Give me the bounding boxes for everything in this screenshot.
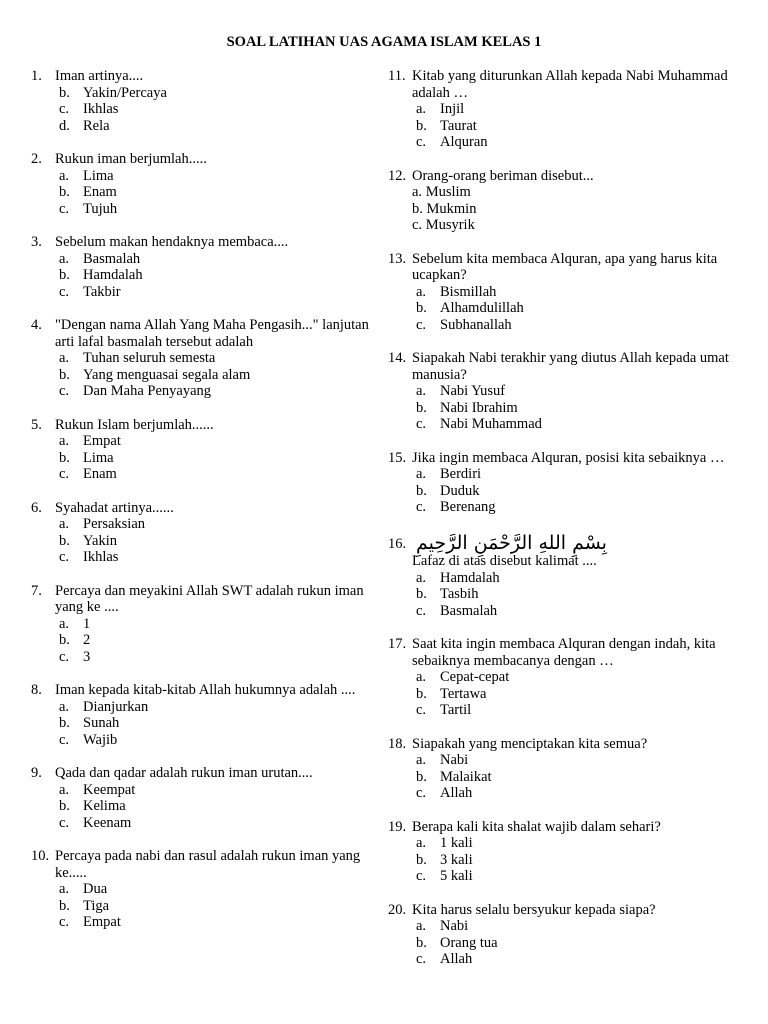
question-number: 9.: [31, 765, 42, 781]
question-5: [31, 417, 376, 483]
option: [55, 715, 376, 732]
question-number: 8.: [31, 682, 42, 698]
question-number: 4.: [31, 317, 42, 333]
option: [412, 951, 733, 968]
option: [55, 549, 376, 566]
option-letter: a.: [416, 669, 427, 685]
option-text: Taurat: [440, 117, 477, 134]
option-letter: c.: [59, 283, 70, 300]
question-number: 11.: [388, 68, 406, 84]
option-letter: b.: [59, 449, 70, 466]
option-letter: b.: [59, 366, 70, 383]
option: [55, 914, 376, 931]
question-number: 12.: [388, 167, 407, 184]
option-letter: c.: [416, 316, 427, 333]
option: [55, 85, 376, 102]
option-text: Mukmin: [426, 200, 477, 217]
option: [55, 168, 376, 185]
option-letter: a.: [59, 167, 70, 184]
option: [412, 570, 733, 587]
option: [55, 350, 376, 367]
option-text: Sunah: [83, 715, 120, 731]
question-20: [388, 902, 733, 968]
option-letter: c.: [416, 416, 427, 432]
question-text: Saat kita ingin membaca Alquran dengan indah, kita sebaiknya membacanya dengan …: [412, 636, 716, 669]
question-text: Rukun iman berjumlah.....: [55, 151, 207, 167]
option-text: Enam: [83, 466, 117, 482]
question-17: [388, 636, 733, 719]
option-list: [412, 383, 733, 433]
option-text: Duduk: [440, 482, 480, 499]
option: [55, 798, 376, 815]
option-letter: c.: [416, 702, 427, 718]
option-text: Empat: [83, 433, 121, 449]
option-text: Berenang: [440, 499, 496, 515]
question-10: [31, 848, 376, 931]
option-text: 1 kali: [440, 835, 473, 851]
option: [412, 201, 733, 218]
option-text: Cepat-cepat: [440, 669, 510, 685]
question-number: 16.: [388, 535, 407, 552]
option-list: [412, 835, 733, 885]
question-text: Percaya pada nabi dan rasul adalah rukun iman yang ke.....: [55, 848, 361, 881]
question-3: [31, 234, 376, 300]
option: [55, 184, 376, 201]
option-text: Berdiri: [440, 466, 482, 482]
option-letter: d.: [59, 117, 70, 134]
option-letter: b.: [59, 798, 70, 814]
question-text: Sebelum makan hendaknya membaca....: [55, 234, 289, 250]
option-text: Basmalah: [440, 602, 498, 619]
question-number: 3.: [31, 234, 42, 250]
option-text: Tartil: [440, 702, 472, 718]
option: [55, 782, 376, 799]
option-list: [412, 570, 733, 620]
option-list: [412, 184, 733, 234]
question-number: 20.: [388, 901, 407, 918]
option-text: Tuhan seluruh semesta: [83, 350, 216, 366]
question-2: [31, 151, 376, 217]
option-text: Hamdalah: [83, 267, 143, 283]
option-letter: c.: [59, 101, 70, 117]
option-letter: a.: [416, 918, 427, 934]
option: [412, 769, 733, 786]
option: [55, 533, 376, 550]
option-letter: c.: [416, 785, 427, 801]
option-text: 3 kali: [440, 851, 473, 868]
question-text: Jika ingin membaca Alquran, posisi kita sebaiknya …: [412, 449, 725, 466]
option-text: Nabi Ibrahim: [440, 399, 518, 416]
question-text: Kita harus selalu bersyukur kepada siapa?: [412, 901, 656, 918]
option-letter: a.: [59, 516, 70, 532]
option-list: [55, 350, 376, 400]
option-text: 3: [83, 648, 91, 665]
option-text: Nabi Muhammad: [440, 416, 542, 432]
option-letter: c.: [59, 648, 70, 665]
option: [412, 400, 733, 417]
option-list: [55, 699, 376, 749]
right-column: [388, 68, 733, 968]
option-letter: a.: [59, 350, 70, 366]
question-number: 15.: [388, 449, 407, 466]
option: [412, 118, 733, 135]
option-letter: a.: [59, 615, 70, 632]
question-text: Syahadat artinya......: [55, 499, 174, 516]
option-list: [412, 752, 733, 802]
option-text: Tasbih: [440, 586, 479, 602]
question-12: [388, 168, 733, 234]
option: [55, 699, 376, 716]
option-letter: c.: [59, 200, 70, 217]
option-list: [412, 466, 733, 516]
option-text: Keenam: [83, 814, 132, 831]
option-text: Empat: [83, 914, 121, 930]
option-text: Tertawa: [440, 685, 487, 702]
option-letter: c.: [59, 466, 70, 482]
option: [412, 300, 733, 317]
option-text: Allah: [440, 785, 473, 801]
question-1: [31, 68, 376, 134]
option: [412, 785, 733, 802]
question-text: Siapakah yang menciptakan kita semua?: [412, 735, 648, 752]
question-14: [388, 350, 733, 433]
option: [55, 284, 376, 301]
option-list: [55, 616, 376, 666]
question-number: 18.: [388, 735, 407, 752]
option: [412, 702, 733, 719]
option-letter: a.: [59, 250, 70, 267]
option-list: [55, 85, 376, 135]
option: [412, 416, 733, 433]
option: [412, 686, 733, 703]
option: [55, 267, 376, 284]
option-letter: a.: [59, 881, 70, 897]
option-letter: a.: [416, 101, 427, 117]
option-text: Ikhlas: [83, 549, 119, 565]
question-15: [388, 450, 733, 516]
option: [55, 616, 376, 633]
option-letter: b.: [416, 482, 427, 499]
option-letter: c.: [59, 731, 70, 748]
option-letter: a.: [412, 184, 423, 200]
option: [55, 201, 376, 218]
option-text: 1: [83, 615, 91, 632]
question-8: [31, 682, 376, 748]
option-letter: a.: [59, 698, 70, 715]
option-text: Bismillah: [440, 283, 497, 300]
option: [55, 815, 376, 832]
option-letter: a.: [416, 752, 427, 768]
option-text: Alquran: [440, 134, 488, 150]
option-text: Ikhlas: [83, 101, 119, 117]
question-number: 5.: [31, 416, 42, 433]
option: [55, 898, 376, 915]
question-text: Siapakah Nabi terakhir yang diutus Allah kepada umat manusia?: [412, 350, 729, 383]
option-letter: b.: [416, 117, 427, 134]
option-text: Dan Maha Penyayang: [83, 383, 212, 399]
option-letter: b.: [416, 586, 427, 602]
option-letter: a.: [416, 466, 427, 482]
option-text: Hamdalah: [440, 569, 500, 586]
option-text: Yakin: [83, 532, 117, 549]
question-18: [388, 736, 733, 802]
option: [412, 217, 733, 234]
option-list: [55, 782, 376, 832]
option-letter: c.: [59, 383, 70, 399]
question-text: Kitab yang diturunkan Allah kepada Nabi Muhammad adalah …: [412, 68, 728, 101]
option-list: [55, 168, 376, 218]
question-number: 7.: [31, 582, 42, 599]
option-list: [55, 516, 376, 566]
option-list: [55, 433, 376, 483]
question-7: [31, 583, 376, 666]
option-letter: c.: [412, 217, 423, 233]
option: [55, 251, 376, 268]
option-text: Allah: [440, 951, 473, 967]
option: [412, 134, 733, 151]
option: [412, 603, 733, 620]
option-text: Injil: [440, 101, 465, 117]
option-text: Orang tua: [440, 934, 498, 951]
option: [55, 732, 376, 749]
option: [412, 499, 733, 516]
option: [412, 284, 733, 301]
question-text: "Dengan nama Allah Yang Maha Pengasih..." lanjutan arti lafal basmalah tersebut adalah: [55, 317, 369, 350]
option: [55, 881, 376, 898]
page-title: SOAL LATIHAN UAS AGAMA ISLAM KELAS 1: [226, 34, 542, 50]
option-list: [55, 251, 376, 301]
option-letter: b.: [59, 184, 70, 200]
question-text: Berapa kali kita shalat wajib dalam sehari?: [412, 818, 661, 835]
option-letter: a.: [416, 283, 427, 300]
left-column: [31, 68, 376, 931]
option-text: Takbir: [83, 283, 121, 300]
option-list: [412, 101, 733, 151]
option-letter: b.: [416, 768, 427, 785]
option-letter: b.: [416, 685, 427, 702]
question-6: [31, 500, 376, 566]
option: [55, 118, 376, 135]
question-9: [31, 765, 376, 831]
option-letter: b.: [59, 715, 70, 731]
question-number: 10.: [31, 848, 50, 864]
question-16: [388, 533, 733, 620]
option-text: Lima: [83, 167, 114, 184]
option: [412, 918, 733, 935]
question-13: [388, 251, 733, 334]
option-text: 5 kali: [440, 868, 473, 884]
option-letter: a.: [416, 835, 427, 851]
option-text: Muslim: [425, 184, 471, 200]
option: [55, 649, 376, 666]
question-text: Iman artinya....: [55, 68, 144, 84]
basmalah-arabic-text: بِسْمِ اللهِ الرَّحْمَنِ الرَّحِيمِ: [416, 531, 607, 554]
question-text: Percaya dan meyakini Allah SWT adalah rukun iman yang ke ....: [55, 582, 364, 615]
option-letter: c.: [59, 914, 70, 930]
option-text: Dua: [83, 881, 108, 897]
option: [55, 367, 376, 384]
option-letter: b.: [416, 300, 427, 316]
option: [412, 317, 733, 334]
option-letter: a.: [59, 781, 70, 798]
question-text: Rukun Islam berjumlah......: [55, 416, 214, 433]
option-letter: b.: [59, 632, 70, 648]
option-text: Nabi Yusuf: [440, 383, 506, 399]
question-text: Qada dan qadar adalah rukun iman urutan....: [55, 765, 313, 781]
option-text: 2: [83, 632, 91, 648]
option-letter: b.: [59, 267, 70, 283]
option-text: Enam: [83, 184, 117, 200]
question-number: 2.: [31, 151, 42, 167]
option-letter: b.: [416, 934, 427, 951]
question-number: 13.: [388, 250, 407, 267]
option-text: Musyrik: [425, 217, 475, 233]
option: [412, 101, 733, 118]
option: [412, 935, 733, 952]
option: [412, 483, 733, 500]
option: [55, 466, 376, 483]
option-letter: b.: [416, 851, 427, 868]
question-19: [388, 819, 733, 885]
option-text: Malaikat: [440, 768, 492, 785]
option-letter: c.: [416, 951, 427, 967]
option-text: Yang menguasai segala alam: [83, 366, 251, 383]
option-letter: b.: [59, 532, 70, 549]
question-text: Sebelum kita membaca Alquran, apa yang harus kita ucapkan?: [412, 250, 718, 283]
question-text: Orang-orang beriman disebut...: [412, 167, 594, 184]
option: [412, 868, 733, 885]
option-letter: c.: [59, 814, 70, 831]
option-text: Basmalah: [83, 250, 141, 267]
option: [412, 586, 733, 603]
option-text: Kelima: [83, 798, 126, 814]
option-text: Dianjurkan: [83, 698, 149, 715]
option-text: Rela: [83, 117, 110, 134]
option-letter: b.: [59, 84, 70, 101]
option: [412, 835, 733, 852]
option: [412, 852, 733, 869]
option-text: Subhanallah: [440, 316, 512, 333]
option-text: Tiga: [83, 897, 110, 914]
option: [55, 383, 376, 400]
option-list: [412, 669, 733, 719]
option-text: Tujuh: [83, 200, 118, 217]
option-text: Wajib: [83, 731, 118, 748]
option-letter: c.: [416, 868, 427, 884]
option-text: Yakin/Percaya: [83, 84, 167, 101]
option-letter: c.: [416, 134, 427, 150]
option-text: Alhamdulillah: [440, 300, 524, 316]
option-letter: b.: [412, 200, 423, 217]
option-letter: a.: [59, 433, 70, 449]
option: [412, 184, 733, 201]
option-letter: c.: [59, 549, 70, 565]
question-text: Iman kepada kitab-kitab Allah hukumnya adalah ....: [55, 682, 356, 698]
option: [55, 632, 376, 649]
option: [55, 101, 376, 118]
option-text: Nabi: [440, 918, 469, 934]
question-number: 17.: [388, 636, 407, 652]
option-letter: c.: [416, 602, 427, 619]
option: [412, 669, 733, 686]
option-text: Persaksian: [83, 516, 146, 532]
question-4: [31, 317, 376, 400]
option-text: Lima: [83, 449, 114, 466]
option-list: [412, 918, 733, 968]
option-letter: b.: [59, 897, 70, 914]
option: [55, 433, 376, 450]
option-text: Keempat: [83, 781, 136, 798]
question-11: [388, 68, 733, 151]
option-list: [412, 284, 733, 334]
option: [412, 752, 733, 769]
question-number: 1.: [31, 68, 42, 84]
option-letter: a.: [416, 383, 427, 399]
question-number: 14.: [388, 350, 407, 366]
option-list: [55, 881, 376, 931]
option: [412, 383, 733, 400]
question-text: Lafaz di atas disebut kalimat ....: [412, 553, 597, 569]
option: [55, 516, 376, 533]
option-text: Nabi: [440, 752, 469, 768]
option: [412, 466, 733, 483]
question-number: 6.: [31, 499, 42, 516]
option-letter: c.: [416, 499, 427, 515]
option-letter: b.: [416, 399, 427, 416]
option-letter: a.: [416, 569, 427, 586]
option: [55, 450, 376, 467]
question-number: 19.: [388, 818, 407, 835]
